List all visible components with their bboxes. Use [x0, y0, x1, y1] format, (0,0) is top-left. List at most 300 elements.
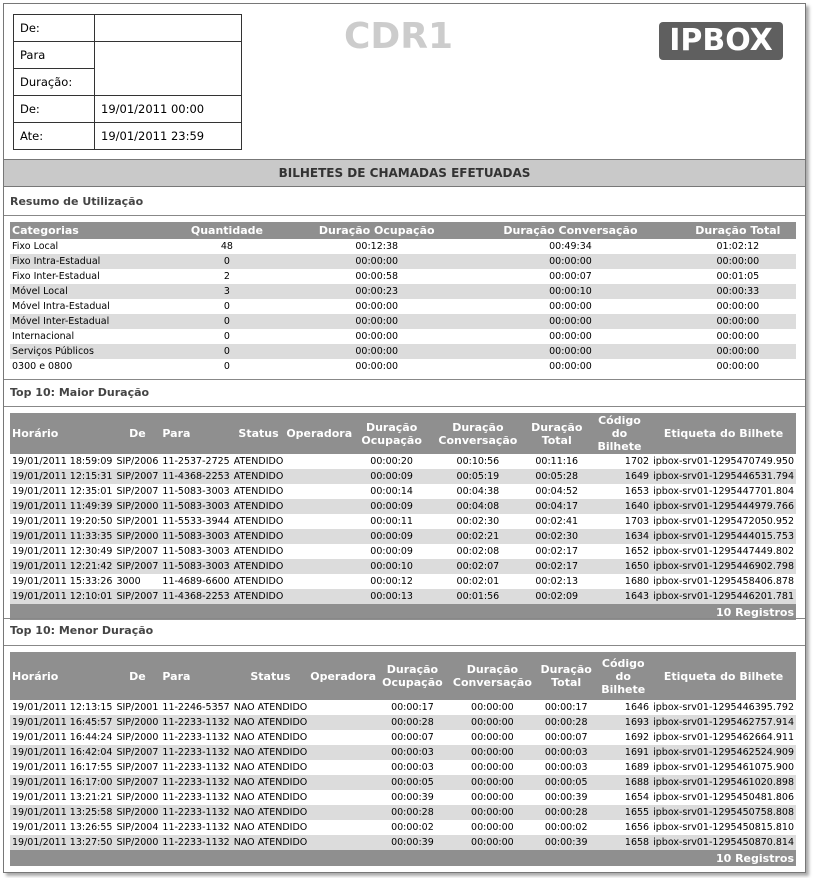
table-cell: 00:02:01 [456, 576, 500, 587]
table-cell: 00:00:00 [448, 715, 537, 730]
table-cell: Serviços Públicos [10, 344, 162, 359]
table-cell [285, 469, 353, 484]
table-cell: NAO ATENDIDO [233, 762, 308, 773]
table-cell: 00:02:30 [456, 516, 500, 527]
table-cell [285, 574, 353, 589]
table-cell: 19/01/2011 16:17:00 [12, 777, 113, 788]
table-cell [285, 454, 353, 469]
table-cell: 11-5533-3944 [162, 516, 230, 527]
table-cell: 00:01:56 [430, 589, 526, 604]
table-row [10, 715, 796, 730]
table-row [10, 299, 796, 314]
table-cell: ipbox-srv01-1295450481.806 [653, 792, 794, 803]
table-cell: SIP/2000 [116, 531, 159, 542]
table-cell: ipbox-srv01-1295472050.952 [653, 516, 794, 527]
column-header: Status [232, 652, 310, 700]
table-cell: ipbox-srv01-1295446531.794 [651, 469, 796, 484]
table-cell: 00:00:28 [537, 715, 595, 730]
report-banner: BILHETES DE CHAMADAS EFETUADAS [4, 159, 805, 187]
table-cell: 00:00:00 [471, 822, 514, 833]
table-cell: 00:00:00 [448, 805, 537, 820]
column-header: Etiqueta do Bilhete [651, 652, 796, 700]
table-cell: 00:00:00 [716, 301, 760, 312]
table-cell: 00:49:34 [549, 241, 592, 252]
table-cell: Internacional [12, 331, 75, 342]
param-label: Duração: [14, 69, 95, 96]
table-cell: 00:12:38 [355, 241, 399, 252]
column-header: Duração Conversação [430, 413, 526, 454]
table-cell: Móvel Inter-Estadual [10, 314, 162, 329]
table-cell: 19/01/2011 12:30:49 [12, 546, 113, 557]
table-cell: 0 [162, 344, 292, 359]
table-cell: 11-5083-3003 [162, 486, 230, 497]
header-row [10, 413, 796, 454]
table-cell: ATENDIDO [233, 516, 284, 527]
table-cell: 00:00:00 [461, 314, 679, 329]
table-cell [285, 589, 353, 604]
table-row [10, 790, 796, 805]
table-cell: 00:00:00 [461, 344, 679, 359]
table-cell: SIP/2000 [116, 837, 159, 848]
column-header: Duração Total [537, 652, 595, 700]
table-cell: 11-4689-6600 [162, 576, 230, 587]
column-header: Duração Ocupação [377, 652, 448, 700]
column-header: Operadora [285, 413, 353, 454]
table-cell: ipbox-srv01-1295458406.878 [653, 576, 794, 587]
table-cell: SIP/2000 [116, 732, 159, 743]
table-cell: 00:00:39 [391, 792, 434, 803]
column-header: Operadora [309, 652, 377, 700]
table-row [10, 820, 796, 835]
table-cell: ipbox-srv01-1295447701.804 [653, 486, 794, 497]
table-cell: Fixo Local [12, 241, 59, 252]
table-cell: 3000 [116, 576, 141, 587]
table-cell: Móvel Local [10, 284, 162, 299]
table-cell: 00:02:17 [526, 559, 588, 574]
column-header: De [114, 413, 160, 454]
table-cell: 00:00:03 [391, 762, 434, 773]
table-cell: 00:00:00 [292, 314, 461, 329]
table-cell: SIP/2001 [116, 516, 159, 527]
table-cell: ipbox-srv01-1295446395.792 [653, 702, 794, 713]
table-cell: 11-4368-2253 [162, 471, 230, 482]
table-cell: SIP/2007 [116, 777, 159, 788]
table-row [10, 589, 796, 604]
table-cell: ATENDIDO [233, 561, 284, 572]
table-cell: 00:00:03 [377, 745, 448, 760]
table-cell: 1689 [624, 762, 650, 773]
table-cell [285, 559, 353, 574]
maior-title: Top 10: Maior Duração [10, 386, 150, 399]
table-cell: 00:02:08 [456, 546, 500, 557]
table-cell: 00:00:05 [537, 775, 595, 790]
table-cell: SIP/2007 [116, 561, 159, 572]
table-cell: 1634 [588, 529, 651, 544]
table-cell: 19/01/2011 19:20:50 [12, 516, 113, 527]
table-cell [285, 484, 353, 499]
column-header: Horário [10, 413, 114, 454]
table-cell [309, 790, 377, 805]
table-cell: Móvel Intra-Estadual [12, 301, 110, 312]
table-cell: 00:00:00 [448, 745, 537, 760]
param-label: De: [14, 96, 95, 123]
table-cell: 00:00:00 [471, 792, 514, 803]
divider [4, 379, 805, 380]
maior-table [10, 413, 796, 620]
column-header: Duração Conversação [448, 652, 537, 700]
table-cell: NAO ATENDIDO [233, 837, 308, 848]
table-cell: ATENDIDO [233, 471, 284, 482]
table-cell: 00:00:13 [353, 589, 430, 604]
table-cell: 00:00:00 [680, 314, 796, 329]
table-cell: ipbox-srv01-1295450815.810 [653, 822, 794, 833]
table-cell: 0 [223, 331, 230, 342]
resumo-table [10, 222, 796, 374]
table-row [10, 359, 796, 374]
table-cell: 00:00:28 [377, 805, 448, 820]
footer-row [10, 850, 796, 866]
table-cell: 00:00:20 [370, 456, 413, 467]
table-cell: 1691 [595, 745, 651, 760]
table-cell: 00:00:09 [353, 529, 430, 544]
table-cell: 11-2233-1132 [162, 807, 230, 818]
menor-title: Top 10: Menor Duração [10, 624, 154, 637]
table-cell: 00:00:39 [377, 835, 448, 850]
table-cell: ipbox-srv01-1295446902.798 [651, 559, 796, 574]
divider [4, 645, 805, 646]
table-row [10, 835, 796, 850]
table-cell [285, 499, 353, 514]
table-row [10, 760, 796, 775]
table-cell: 11-2233-1132 [162, 747, 230, 758]
table-cell: 00:00:00 [549, 331, 592, 342]
param-value [95, 42, 242, 69]
table-cell: 00:00:00 [471, 732, 514, 743]
table-cell: 00:00:09 [370, 546, 413, 557]
table-cell: 19/01/2011 16:45:57 [12, 717, 113, 728]
table-cell: 00:00:00 [471, 762, 514, 773]
table-cell: ipbox-srv01-1295461075.900 [653, 762, 794, 773]
table-cell: 00:00:28 [377, 715, 448, 730]
table-cell [309, 835, 377, 850]
table-cell: 00:04:08 [430, 499, 526, 514]
table-cell [285, 529, 353, 544]
table-cell: 0 [223, 361, 230, 372]
table-cell: SIP/2007 [116, 486, 159, 497]
table-cell: 11-4368-2253 [162, 591, 230, 602]
table-cell: 1646 [624, 702, 650, 713]
table-cell: ipbox-srv01-1295462757.914 [651, 715, 796, 730]
table-cell: 00:00:11 [370, 516, 413, 527]
menor-table [10, 652, 796, 866]
table-cell [285, 544, 353, 559]
table-cell: ipbox-srv01-1295470749.950 [653, 456, 794, 467]
table-cell [309, 700, 377, 715]
table-cell: 00:04:52 [535, 486, 579, 497]
table-cell: 0 [162, 254, 292, 269]
param-row [14, 96, 242, 123]
table-cell: NAO ATENDIDO [233, 807, 308, 818]
column-header: Para [160, 413, 231, 454]
table-cell: ipbox-srv01-1295450870.814 [651, 835, 796, 850]
table-cell: ATENDIDO [233, 576, 284, 587]
table-cell: 00:00:03 [537, 745, 595, 760]
table-cell: 19/01/2011 13:26:55 [12, 822, 113, 833]
table-cell: 00:00:00 [355, 331, 399, 342]
table-cell: Fixo Inter-Estadual [12, 271, 100, 282]
table-cell: 19/01/2011 16:44:24 [12, 732, 113, 743]
column-header: Duração Ocupação [292, 222, 461, 239]
table-cell: 11-2233-1132 [162, 717, 230, 728]
table-row [10, 454, 796, 469]
table-row [10, 529, 796, 544]
table-cell: 1650 [588, 559, 651, 574]
param-row [14, 15, 242, 42]
table-cell: 19/01/2011 12:35:01 [12, 486, 113, 497]
table-cell: 00:00:00 [461, 254, 679, 269]
table-cell [285, 514, 353, 529]
table-cell: 1693 [595, 715, 651, 730]
table-cell [309, 715, 377, 730]
table-row [10, 514, 796, 529]
table-cell: 00:00:12 [370, 576, 413, 587]
table-row [10, 775, 796, 790]
table-row [10, 329, 796, 344]
table-row [10, 805, 796, 820]
table-cell: 00:04:17 [526, 499, 588, 514]
table-cell: 19/01/2011 12:10:01 [12, 591, 113, 602]
column-header: Horário [10, 652, 114, 700]
table-cell: SIP/2007 [116, 471, 159, 482]
table-cell: 19/01/2011 12:13:15 [12, 702, 113, 713]
column-header: Quantidade [162, 222, 292, 239]
table-cell: 19/01/2011 12:21:42 [12, 561, 113, 572]
table-cell: SIP/2001 [116, 702, 159, 713]
table-cell [309, 805, 377, 820]
table-cell: 00:00:00 [680, 344, 796, 359]
table-cell: 00:01:05 [716, 271, 760, 282]
table-cell: 1655 [595, 805, 651, 820]
table-row [10, 574, 796, 589]
table-cell: 00:00:00 [471, 702, 514, 713]
table-cell: 00:05:28 [526, 469, 588, 484]
table-cell: SIP/2004 [116, 822, 159, 833]
table-cell: ipbox-srv01-1295444979.766 [651, 499, 796, 514]
header-row [10, 652, 796, 700]
table-cell: 19/01/2011 13:27:50 [12, 837, 113, 848]
column-header: Duração Total [680, 222, 796, 239]
table-cell: 1653 [624, 486, 650, 497]
table-row [10, 344, 796, 359]
table-cell: SIP/2000 [116, 717, 159, 728]
table-cell: 00:00:00 [292, 344, 461, 359]
param-label: De: [14, 15, 95, 42]
table-cell: 00:00:00 [549, 301, 592, 312]
table-cell: ipbox-srv01-1295462664.911 [653, 732, 794, 743]
table-cell: 1643 [588, 589, 651, 604]
column-header: Status [232, 413, 286, 454]
table-cell: ipbox-srv01-1295444015.753 [651, 529, 796, 544]
table-cell: 00:00:00 [448, 775, 537, 790]
table-cell: ATENDIDO [233, 456, 284, 467]
table-cell: SIP/2007 [116, 591, 159, 602]
table-cell: Fixo Intra-Estadual [10, 254, 162, 269]
column-header: Duração Total [526, 413, 588, 454]
ipbox-logo: IPBOX [659, 22, 783, 60]
table-cell: 00:00:09 [353, 499, 430, 514]
record-count: 10 Registros [10, 604, 796, 620]
table-cell: 1692 [624, 732, 650, 743]
table-cell: ipbox-srv01-1295462524.909 [651, 745, 796, 760]
table-cell: 11-5083-3003 [162, 546, 230, 557]
table-row [10, 559, 796, 574]
table-cell: 00:00:39 [544, 792, 588, 803]
table-cell: 3 [162, 284, 292, 299]
table-cell: 19/01/2011 16:17:55 [12, 762, 113, 773]
table-cell: 11-2233-1132 [162, 762, 230, 773]
table-cell: NAO ATENDIDO [233, 717, 308, 728]
table-cell: NAO ATENDIDO [233, 732, 308, 743]
table-cell: 48 [220, 241, 233, 252]
table-cell: 00:00:00 [680, 254, 796, 269]
divider [4, 215, 805, 216]
table-cell: NAO ATENDIDO [233, 777, 308, 788]
table-cell: SIP/2000 [116, 792, 159, 803]
table-cell: 1680 [624, 576, 650, 587]
table-cell: 00:00:17 [544, 702, 588, 713]
table-cell: 00:00:07 [391, 732, 434, 743]
table-cell: 00:02:41 [535, 516, 579, 527]
table-cell: 00:00:39 [537, 835, 595, 850]
table-cell: 00:00:33 [680, 284, 796, 299]
table-row [10, 239, 796, 254]
table-cell: 00:00:09 [353, 469, 430, 484]
table-cell: NAO ATENDIDO [233, 702, 308, 713]
resumo-title: Resumo de Utilização [10, 195, 144, 208]
column-header: Duração Conversação [461, 222, 679, 239]
table-cell: 1688 [595, 775, 651, 790]
table-cell: 11-2537-2725 [162, 456, 230, 467]
table-cell: 19/01/2011 15:33:26 [12, 576, 113, 587]
report-page [3, 3, 806, 873]
table-row [10, 254, 796, 269]
param-value [95, 69, 242, 96]
param-value: 19/01/2011 23:59 [95, 123, 242, 150]
table-cell: 00:00:00 [716, 361, 760, 372]
table-cell: 19/01/2011 12:15:31 [12, 471, 113, 482]
table-cell: SIP/2000 [116, 501, 159, 512]
table-cell [309, 745, 377, 760]
table-row [10, 730, 796, 745]
table-cell: 00:00:00 [355, 361, 399, 372]
column-header: Para [160, 652, 231, 700]
table-cell: 11-5083-3003 [162, 501, 230, 512]
table-cell: ipbox-srv01-1295447449.802 [653, 546, 794, 557]
table-cell: ipbox-srv01-1295446201.781 [651, 589, 796, 604]
param-row [14, 123, 242, 150]
table-cell: NAO ATENDIDO [233, 822, 308, 833]
header-row [10, 222, 796, 239]
table-cell: ipbox-srv01-1295450758.808 [651, 805, 796, 820]
table-cell: 19/01/2011 18:59:09 [12, 456, 113, 467]
table-cell: 00:00:07 [544, 732, 588, 743]
table-cell: 00:02:09 [526, 589, 588, 604]
table-cell: 00:00:02 [391, 822, 434, 833]
table-cell [309, 760, 377, 775]
table-cell: ATENDIDO [233, 531, 284, 542]
table-cell: 00:10:56 [456, 456, 500, 467]
table-cell: 00:02:07 [430, 559, 526, 574]
table-cell: 1656 [624, 822, 650, 833]
table-cell: 0 [162, 314, 292, 329]
table-cell: SIP/2007 [116, 762, 159, 773]
table-cell: 1640 [588, 499, 651, 514]
table-cell: 00:00:02 [544, 822, 588, 833]
table-cell: 01:02:12 [716, 241, 760, 252]
table-row [10, 269, 796, 284]
table-cell [309, 775, 377, 790]
table-cell [309, 820, 377, 835]
table-cell: 00:00:28 [537, 805, 595, 820]
table-cell: 11-5083-3003 [162, 561, 230, 572]
table-cell: 19/01/2011 13:21:21 [12, 792, 113, 803]
table-cell: SIP/2006 [116, 456, 159, 467]
table-row [10, 469, 796, 484]
table-cell: 11-2233-1132 [162, 732, 230, 743]
table-cell: 11-2233-1132 [162, 837, 230, 848]
record-count: 10 Registros [10, 850, 796, 866]
table-cell: 00:00:58 [355, 271, 399, 282]
param-value: 19/01/2011 00:00 [95, 96, 242, 123]
table-cell: 00:00:14 [370, 486, 413, 497]
table-cell: ATENDIDO [233, 486, 284, 497]
table-cell: SIP/2000 [116, 807, 159, 818]
table-cell: NAO ATENDIDO [233, 747, 308, 758]
column-header: De [114, 652, 160, 700]
table-row [10, 700, 796, 715]
table-cell: 00:02:21 [430, 529, 526, 544]
table-cell: 00:02:30 [526, 529, 588, 544]
table-cell: 00:02:17 [535, 546, 579, 557]
param-row [14, 42, 242, 69]
table-cell: 11-2246-5357 [162, 702, 230, 713]
table-cell: 00:00:03 [544, 762, 588, 773]
table-cell: 00:04:38 [456, 486, 500, 497]
table-cell: 00:00:07 [549, 271, 592, 282]
table-cell: 00:00:17 [391, 702, 434, 713]
table-cell: SIP/2007 [116, 747, 159, 758]
param-label: Ate: [14, 123, 95, 150]
table-cell: 1654 [624, 792, 650, 803]
table-cell: SIP/2007 [116, 546, 159, 557]
divider [4, 406, 805, 407]
column-header: Código do Bilhete [595, 652, 651, 700]
table-cell: 11-2233-1132 [162, 792, 230, 803]
param-label: Para [14, 42, 95, 69]
table-cell: 00:00:00 [716, 331, 760, 342]
table-cell: 19/01/2011 11:33:35 [12, 531, 113, 542]
table-cell: 00:02:13 [535, 576, 579, 587]
table-row [10, 745, 796, 760]
table-cell: ipbox-srv01-1295461020.898 [651, 775, 796, 790]
table-cell: 11-2233-1132 [162, 822, 230, 833]
column-header: Categorias [10, 222, 162, 239]
table-cell: 0 [223, 301, 230, 312]
table-cell: 1658 [595, 835, 651, 850]
divider [4, 618, 805, 619]
table-cell: ATENDIDO [233, 501, 284, 512]
table-row [10, 314, 796, 329]
